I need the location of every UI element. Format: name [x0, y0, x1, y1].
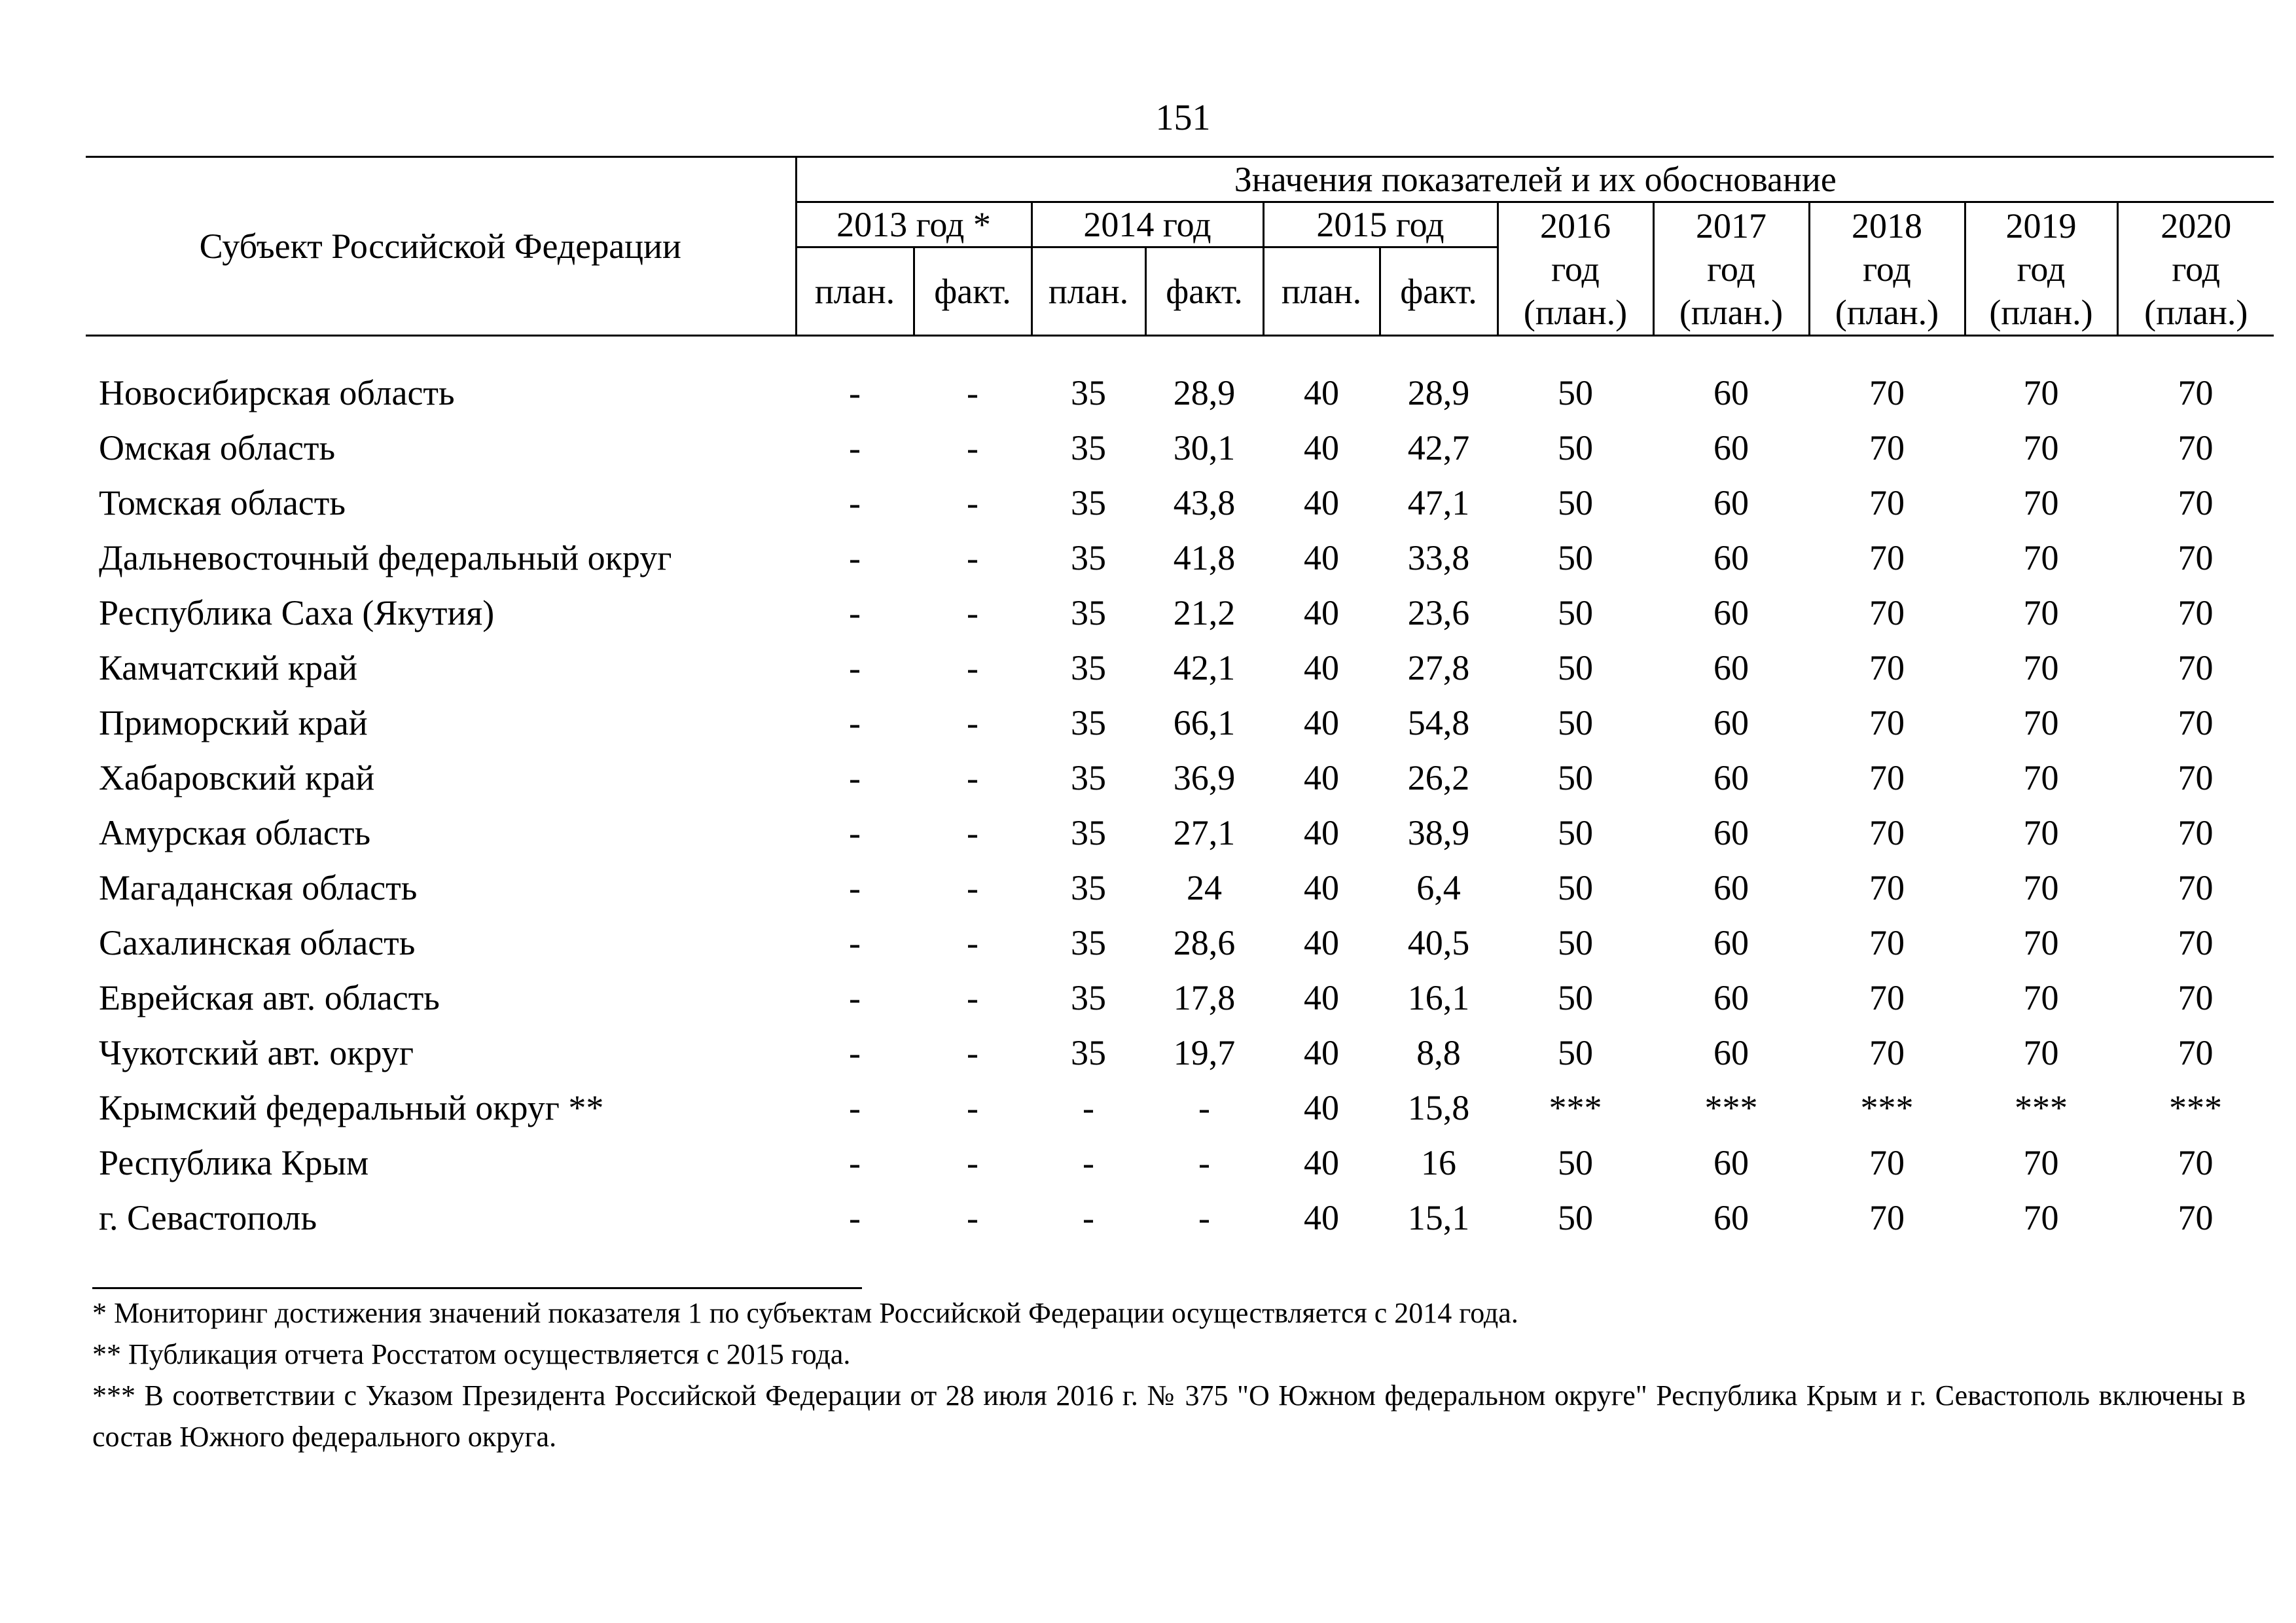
- table-cell: 50: [1558, 483, 1593, 522]
- table-cell: 70: [1869, 1143, 1905, 1182]
- fact-2015-header: факт.: [1380, 247, 1498, 336]
- table-cell: -: [967, 703, 978, 742]
- region-name: Новосибирская область: [99, 373, 455, 412]
- table-cell: 50: [1558, 923, 1593, 962]
- table-cell: 50: [1558, 978, 1593, 1017]
- table-cell: -: [1198, 1198, 1210, 1237]
- table-cell: 50: [1558, 1143, 1593, 1182]
- year-2020-header: 2020 год (план.): [2117, 202, 2274, 336]
- table-cell: 33,8: [1407, 538, 1470, 577]
- table-cell: 70: [2178, 593, 2214, 632]
- table-row: [86, 530, 2274, 585]
- table-cell: 70: [2023, 538, 2059, 577]
- footnote-separator: [92, 1287, 862, 1289]
- table-cell: 70: [1869, 428, 1905, 467]
- table-cell: 21,2: [1173, 593, 1236, 632]
- table-cell: -: [967, 1198, 978, 1237]
- region-name: Омская область: [99, 428, 336, 467]
- table-cell: 60: [1713, 1143, 1749, 1182]
- table-cell: 70: [2178, 648, 2214, 687]
- table-row: [86, 695, 2274, 750]
- fact-2014-header: факт.: [1145, 247, 1263, 336]
- table-cell: 40,5: [1407, 923, 1470, 962]
- table-row: [86, 915, 2274, 970]
- table-cell: 27,1: [1173, 813, 1236, 852]
- footnote-3: *** В соответствии с Указом Президента Российской Федерации от 28 июля 2016 г. № 375 "О Южном федеральном округе" Республика Крым и г. Севастополь включены в состав Южного федерального округа.: [92, 1379, 2246, 1453]
- table-cell: 40: [1304, 1033, 1339, 1072]
- table-cell: -: [849, 813, 861, 852]
- table-cell: 40: [1304, 758, 1339, 797]
- table-cell: 42,7: [1407, 428, 1470, 467]
- values-group-header: Значения показателей и их обоснование: [796, 157, 2274, 202]
- table-cell: 16: [1421, 1143, 1456, 1182]
- table-cell: -: [967, 373, 978, 412]
- region-name: Республика Крым: [99, 1143, 369, 1182]
- region-name: Амурская область: [99, 813, 371, 852]
- table-cell: 60: [1713, 703, 1749, 742]
- table-cell: 70: [2023, 1033, 2059, 1072]
- table-cell: 40: [1304, 648, 1339, 687]
- table-cell: 70: [2023, 648, 2059, 687]
- region-name: Еврейская авт. область: [99, 978, 440, 1017]
- region-name: Республика Саха (Якутия): [99, 593, 495, 632]
- table-cell: 40: [1304, 373, 1339, 412]
- table-cell: 35: [1071, 428, 1106, 467]
- table-cell: 50: [1558, 538, 1593, 577]
- table-cell: 35: [1071, 923, 1106, 962]
- table-cell: -: [967, 538, 978, 577]
- table-row: [86, 475, 2274, 530]
- table-cell: 35: [1071, 593, 1106, 632]
- table-row: [86, 805, 2274, 860]
- table-row: [86, 1080, 2274, 1135]
- table-cell: 66,1: [1173, 703, 1236, 742]
- table-cell: -: [849, 1033, 861, 1072]
- table-cell: 70: [1869, 978, 1905, 1017]
- table-cell: 70: [1869, 538, 1905, 577]
- table-cell: 70: [2178, 978, 2214, 1017]
- table-cell: 19,7: [1173, 1033, 1236, 1072]
- table-cell: 40: [1304, 483, 1339, 522]
- indicator-table: [86, 156, 2274, 1245]
- table-cell: 70: [1869, 1033, 1905, 1072]
- table-row: [86, 365, 2274, 420]
- table-cell: -: [849, 538, 861, 577]
- table-row: [86, 1025, 2274, 1080]
- table-cell: 70: [1869, 813, 1905, 852]
- year-2013-header: 2013 год *: [796, 202, 1031, 247]
- table-cell: 40: [1304, 428, 1339, 467]
- table-cell: -: [1198, 1088, 1210, 1127]
- table-cell: ***: [2015, 1088, 2068, 1127]
- table-cell: ***: [1860, 1088, 1914, 1127]
- table-cell: -: [849, 868, 861, 907]
- table-cell: 35: [1071, 978, 1106, 1017]
- table-cell: 38,9: [1407, 813, 1470, 852]
- table-cell: 40: [1304, 923, 1339, 962]
- table-cell: 6,4: [1416, 868, 1461, 907]
- table-cell: -: [849, 703, 861, 742]
- table-cell: -: [967, 593, 978, 632]
- table-cell: -: [967, 813, 978, 852]
- table-cell: 70: [2023, 758, 2059, 797]
- table-cell: 36,9: [1173, 758, 1236, 797]
- table-cell: 35: [1071, 648, 1106, 687]
- plan-2013-header: план.: [796, 247, 914, 336]
- table-cell: 35: [1071, 373, 1106, 412]
- table-cell: 35: [1071, 758, 1106, 797]
- table-cell: -: [849, 978, 861, 1017]
- table-cell: 35: [1071, 813, 1106, 852]
- table-row: [86, 970, 2274, 1025]
- table-cell: 60: [1713, 373, 1749, 412]
- table-cell: -: [967, 923, 978, 962]
- table-cell: 60: [1713, 1033, 1749, 1072]
- table-cell: -: [849, 428, 861, 467]
- table-cell: 60: [1713, 813, 1749, 852]
- region-name: Дальневосточный федеральный округ: [99, 538, 672, 577]
- table-cell: 70: [2178, 813, 2214, 852]
- table-cell: 60: [1713, 978, 1749, 1017]
- table-cell: 28,9: [1173, 373, 1236, 412]
- region-name: Сахалинская область: [99, 923, 416, 962]
- table-cell: 50: [1558, 758, 1593, 797]
- year-2019-header: 2019 год (план.): [1965, 202, 2117, 336]
- table-cell: 40: [1304, 868, 1339, 907]
- table-cell: 70: [1869, 1198, 1905, 1237]
- table-cell: 28,6: [1173, 923, 1236, 962]
- table-cell: 70: [1869, 758, 1905, 797]
- table-cell: -: [849, 1143, 861, 1182]
- table-cell: 17,8: [1173, 978, 1236, 1017]
- table-cell: 70: [2178, 1143, 2214, 1182]
- table-cell: 50: [1558, 703, 1593, 742]
- table-cell: 35: [1071, 868, 1106, 907]
- table-cell: 41,8: [1173, 538, 1236, 577]
- table-cell: -: [849, 483, 861, 522]
- table-cell: 70: [2178, 373, 2214, 412]
- region-name: г. Севастополь: [99, 1198, 317, 1237]
- table-row: [86, 1190, 2274, 1245]
- table-cell: 60: [1713, 428, 1749, 467]
- table-cell: 70: [2178, 483, 2214, 522]
- table-row: [86, 860, 2274, 915]
- table-cell: 24: [1187, 868, 1222, 907]
- table-cell: 70: [2023, 868, 2059, 907]
- table-cell: 15,8: [1407, 1088, 1470, 1127]
- table-cell: 70: [2023, 1143, 2059, 1182]
- table-cell: -: [1083, 1198, 1094, 1237]
- table-cell: 70: [2178, 538, 2214, 577]
- table-cell: 70: [2178, 923, 2214, 962]
- table-cell: 50: [1558, 648, 1593, 687]
- table-cell: 15,1: [1407, 1198, 1470, 1237]
- table-cell: -: [967, 428, 978, 467]
- table-cell: 60: [1713, 923, 1749, 962]
- table-cell: 70: [2178, 758, 2214, 797]
- footnote-1: * Мониторинг достижения значений показателя 1 по субъектам Российской Федерации осуществляется с 2014 года.: [92, 1297, 1518, 1329]
- table-cell: -: [849, 1088, 861, 1127]
- table-cell: 70: [2023, 978, 2059, 1017]
- region-name: Приморский край: [99, 703, 368, 742]
- table-cell: 70: [2023, 428, 2059, 467]
- table-cell: 70: [1869, 703, 1905, 742]
- table-cell: 70: [2178, 703, 2214, 742]
- table-cell: 23,6: [1407, 593, 1470, 632]
- fact-2013-header: факт.: [914, 247, 1031, 336]
- table-cell: -: [967, 1033, 978, 1072]
- table-cell: 70: [2178, 868, 2214, 907]
- table-cell: 50: [1558, 813, 1593, 852]
- table-cell: -: [849, 648, 861, 687]
- table-cell: 47,1: [1407, 483, 1470, 522]
- table-cell: 70: [1869, 868, 1905, 907]
- table-cell: 70: [1869, 483, 1905, 522]
- table-cell: 26,2: [1407, 758, 1470, 797]
- table-cell: -: [849, 373, 861, 412]
- table-cell: 50: [1558, 1198, 1593, 1237]
- table-cell: -: [967, 978, 978, 1017]
- table-cell: 60: [1713, 1198, 1749, 1237]
- table-cell: 40: [1304, 1143, 1339, 1182]
- table-cell: 70: [1869, 648, 1905, 687]
- year-2017-header: 2017 год (план.): [1653, 202, 1809, 336]
- region-name: Крымский федеральный округ **: [99, 1088, 604, 1127]
- year-2018-header: 2018 год (план.): [1809, 202, 1965, 336]
- table-cell: -: [1083, 1088, 1094, 1127]
- table-cell: 70: [2178, 1033, 2214, 1072]
- table-cell: 50: [1558, 373, 1593, 412]
- table-cell: 70: [2178, 1198, 2214, 1237]
- table-cell: 40: [1304, 703, 1339, 742]
- table-cell: 30,1: [1173, 428, 1236, 467]
- table-row: [86, 420, 2274, 475]
- table-cell: 42,1: [1173, 648, 1236, 687]
- table-cell: -: [967, 1143, 978, 1182]
- region-name: Томская область: [99, 483, 346, 522]
- year-2015-header: 2015 год: [1263, 202, 1498, 247]
- table-cell: 35: [1071, 483, 1106, 522]
- table-cell: 50: [1558, 593, 1593, 632]
- year-2014-header: 2014 год: [1031, 202, 1263, 247]
- plan-2014-header: план.: [1031, 247, 1145, 336]
- table-cell: -: [967, 868, 978, 907]
- table-cell: 60: [1713, 648, 1749, 687]
- table-cell: 70: [2023, 593, 2059, 632]
- table-cell: 40: [1304, 978, 1339, 1017]
- table-cell: -: [849, 593, 861, 632]
- table-cell: 16,1: [1407, 978, 1470, 1017]
- table-cell: 28,9: [1407, 373, 1470, 412]
- table-cell: 27,8: [1407, 648, 1470, 687]
- table-cell: 50: [1558, 1033, 1593, 1072]
- year-2016-header: 2016 год (план.): [1498, 202, 1653, 336]
- table-cell: 70: [1869, 923, 1905, 962]
- table-cell: 35: [1071, 1033, 1106, 1072]
- table-cell: 35: [1071, 538, 1106, 577]
- table-cell: 60: [1713, 868, 1749, 907]
- table-cell: 60: [1713, 483, 1749, 522]
- table-cell: 40: [1304, 593, 1339, 632]
- table-cell: 70: [1869, 593, 1905, 632]
- table-cell: 40: [1304, 538, 1339, 577]
- table-cell: 70: [1869, 373, 1905, 412]
- table-cell: 40: [1304, 1088, 1339, 1127]
- table-cell: 70: [2023, 483, 2059, 522]
- table-cell: 70: [2023, 373, 2059, 412]
- table-cell: 60: [1713, 758, 1749, 797]
- table-row: [86, 750, 2274, 805]
- table-cell: 70: [2023, 1198, 2059, 1237]
- table-cell: 43,8: [1173, 483, 1236, 522]
- table-row: [86, 585, 2274, 640]
- table-cell: ***: [1704, 1088, 1758, 1127]
- table-cell: -: [1083, 1143, 1094, 1182]
- table-cell: 70: [2023, 923, 2059, 962]
- page-number: 151: [1155, 98, 1211, 138]
- table-cell: 40: [1304, 1198, 1339, 1237]
- table-cell: -: [849, 758, 861, 797]
- plan-2015-header: план.: [1263, 247, 1380, 336]
- table-cell: 54,8: [1407, 703, 1470, 742]
- table-cell: 70: [2023, 703, 2059, 742]
- table-cell: 60: [1713, 538, 1749, 577]
- table-cell: 50: [1558, 868, 1593, 907]
- table-row: [86, 640, 2274, 695]
- footnote-2: ** Публикация отчета Росстатом осуществляется с 2015 года.: [92, 1338, 851, 1370]
- table-cell: -: [1198, 1143, 1210, 1182]
- table-cell: -: [849, 923, 861, 962]
- table-cell: 35: [1071, 703, 1106, 742]
- table-body: [86, 336, 2274, 1246]
- table-cell: 70: [2023, 813, 2059, 852]
- footnotes: [92, 1292, 2246, 1457]
- region-name: Магаданская область: [99, 868, 418, 907]
- table-cell: 8,8: [1416, 1033, 1461, 1072]
- table-cell: 70: [2178, 428, 2214, 467]
- region-name: Чукотский авт. округ: [99, 1033, 414, 1072]
- subject-header: Субъект Российской Федерации: [86, 157, 796, 336]
- table-cell: ***: [1549, 1088, 1602, 1127]
- region-name: Камчатский край: [99, 648, 358, 687]
- table-header: [86, 157, 2274, 336]
- table-cell: 60: [1713, 593, 1749, 632]
- table-cell: -: [849, 1198, 861, 1237]
- table-cell: 50: [1558, 428, 1593, 467]
- region-name: Хабаровский край: [99, 758, 375, 797]
- table-cell: -: [967, 758, 978, 797]
- table-cell: -: [967, 483, 978, 522]
- table-row: [86, 1135, 2274, 1190]
- table-cell: ***: [2169, 1088, 2222, 1127]
- table-cell: -: [967, 1088, 978, 1127]
- table-cell: -: [967, 648, 978, 687]
- table-cell: 40: [1304, 813, 1339, 852]
